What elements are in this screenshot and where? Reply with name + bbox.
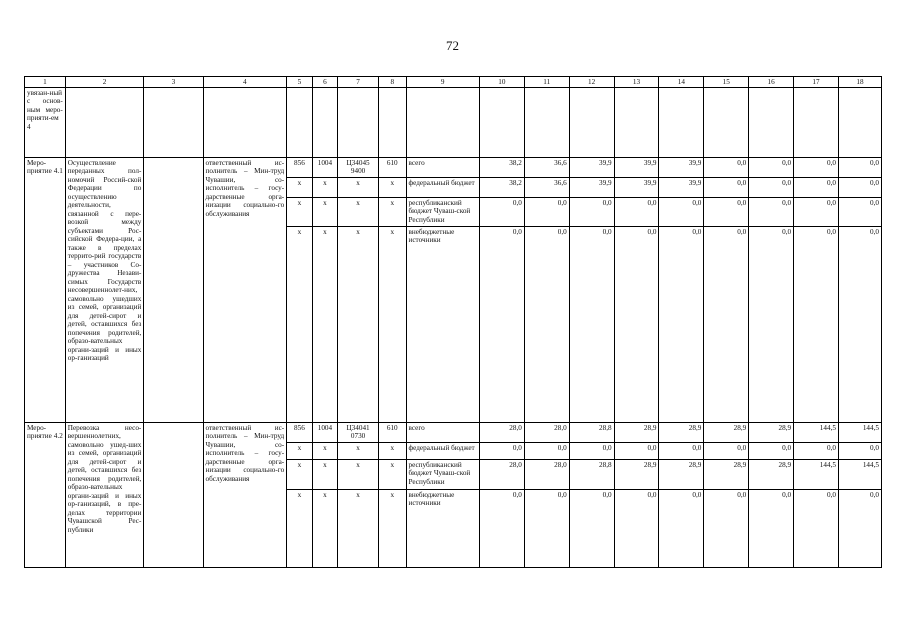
value-cell: 0,0 (704, 226, 749, 422)
value-cell: 28,8 (569, 422, 614, 442)
header-cell: 8 (378, 77, 406, 88)
value-cell: 0,0 (794, 177, 839, 197)
value-cell: 0,0 (838, 177, 881, 197)
code-cell: 1004 (312, 158, 338, 178)
value-cell: 144,5 (838, 422, 881, 442)
code-cell: 856 (287, 158, 313, 178)
code-cell: x (312, 442, 338, 459)
header-cell: 14 (659, 77, 704, 88)
funding-source: всего (406, 422, 479, 442)
value-cell: 0,0 (614, 197, 659, 226)
value-cell: 39,9 (614, 158, 659, 178)
code-cell: x (338, 459, 379, 489)
code-cell: x (312, 177, 338, 197)
value-cell: 0,0 (659, 442, 704, 459)
code-cell: x (338, 226, 379, 422)
value-cell: 28,0 (524, 422, 569, 442)
header-cell: 12 (569, 77, 614, 88)
code-cell: Ц34041 0730 (338, 422, 379, 442)
value-cell: 28,9 (614, 459, 659, 489)
header-cell: 9 (406, 77, 479, 88)
value-cell: 28,9 (749, 459, 794, 489)
value-cell: 0,0 (614, 489, 659, 567)
value-cell: 144,5 (794, 459, 839, 489)
header-cell: 7 (338, 77, 379, 88)
code-cell: x (287, 197, 313, 226)
code-cell: x (378, 442, 406, 459)
code-cell: x (312, 489, 338, 567)
value-cell: 0,0 (704, 489, 749, 567)
measure-col3 (144, 422, 203, 567)
code-cell: 1004 (312, 422, 338, 442)
value-cell: 0,0 (569, 442, 614, 459)
value-cell: 0,0 (479, 197, 524, 226)
value-cell: 0,0 (838, 442, 881, 459)
funding-source: внебюджетные источники (406, 489, 479, 567)
value-cell: 38,2 (479, 158, 524, 178)
responsible-executor: ответственный ис-полнитель – Мин-труд Чувашии, со-исполнитель – госу-дарственные орга-низации социально-го обслуживания (203, 422, 287, 567)
code-cell: 856 (287, 422, 313, 442)
value-cell: 0,0 (838, 489, 881, 567)
value-cell: 144,5 (794, 422, 839, 442)
header-row (25, 77, 882, 88)
measure-label: Меро-приятие 4.2 (25, 422, 66, 567)
funding-source: всего (406, 158, 479, 178)
code-cell: x (378, 226, 406, 422)
code-cell: 610 (378, 158, 406, 178)
value-cell: 0,0 (479, 489, 524, 567)
value-cell: 0,0 (659, 197, 704, 226)
table-row (25, 422, 882, 442)
funding-source: федеральный бюджет (406, 177, 479, 197)
code-cell: x (338, 442, 379, 459)
value-cell: 0,0 (704, 197, 749, 226)
value-cell: 0,0 (749, 489, 794, 567)
value-cell: 39,9 (569, 177, 614, 197)
responsible-executor: ответственный ис-полнитель – Мин-труд Чувашии, со-исполнитель – госу-дарственные орга-низации социально-го обслуживания (203, 158, 287, 423)
code-cell: x (287, 442, 313, 459)
value-cell: 28,8 (569, 459, 614, 489)
code-cell: x (312, 197, 338, 226)
value-cell: 0,0 (749, 177, 794, 197)
value-cell: 0,0 (704, 442, 749, 459)
header-cell: 13 (614, 77, 659, 88)
code-cell: x (312, 226, 338, 422)
funding-source: республиканский бюджет Чуваш-ской Республики (406, 197, 479, 226)
value-cell: 39,9 (659, 177, 704, 197)
code-cell: x (287, 489, 313, 567)
value-cell: 0,0 (524, 442, 569, 459)
value-cell: 0,0 (569, 489, 614, 567)
header-cell: 17 (794, 77, 839, 88)
value-cell: 0,0 (794, 442, 839, 459)
value-cell: 0,0 (614, 226, 659, 422)
code-cell: x (338, 177, 379, 197)
value-cell: 28,9 (704, 459, 749, 489)
code-cell: x (338, 197, 379, 226)
value-cell: 0,0 (794, 226, 839, 422)
value-cell: 0,0 (794, 489, 839, 567)
measure-col3 (144, 158, 203, 423)
continuation-label: увязан-ный с основ-ным меро-прияти-ем 4 (25, 88, 66, 158)
header-cell: 11 (524, 77, 569, 88)
header-cell: 6 (312, 77, 338, 88)
value-cell: 0,0 (749, 197, 794, 226)
value-cell: 0,0 (838, 197, 881, 226)
table-row (25, 158, 882, 178)
value-cell: 0,0 (524, 197, 569, 226)
value-cell: 28,0 (524, 459, 569, 489)
value-cell: 0,0 (569, 197, 614, 226)
value-cell: 0,0 (838, 158, 881, 178)
value-cell: 0,0 (524, 226, 569, 422)
code-cell: x (312, 459, 338, 489)
header-cell: 5 (287, 77, 313, 88)
header-cell: 3 (144, 77, 203, 88)
value-cell: 0,0 (749, 442, 794, 459)
header-cell: 16 (749, 77, 794, 88)
value-cell: 0,0 (749, 226, 794, 422)
value-cell: 36,6 (524, 177, 569, 197)
code-cell: x (287, 226, 313, 422)
value-cell: 28,9 (749, 422, 794, 442)
value-cell: 0,0 (614, 442, 659, 459)
funding-source: федеральный бюджет (406, 442, 479, 459)
measure-label: Меро-приятие 4.1 (25, 158, 66, 423)
code-cell: x (378, 489, 406, 567)
value-cell: 0,0 (479, 226, 524, 422)
value-cell: 0,0 (569, 226, 614, 422)
measure-description: Осуществление переданных пол-номочий Россий-ской Федерации по осуществлению деятельности, связанной с пере-возкой между субъектами Рос-сийской Федера-ции, а также в пределах террито-рий государств – участников Со-дружества Незави-симых Государств несовершеннолет-них, самовольно ушедших из семей, организаций для детей-сирот и детей, оставшихся без попечения родителей, образо-вательных органи-заций и иных ор-ганизаций (65, 158, 144, 423)
value-cell: 28,0 (479, 459, 524, 489)
measure-description: Перевозка несо-вершеннолетних, самовольно ушед-ших из семей, организаций для детей-сирот и детей, оставшихся без попечения родителей, образо-вательных органи-заций и иных ор-ганизаций, в пре-делах территории Чувашской Рес-публики (65, 422, 144, 567)
value-cell: 0,0 (479, 442, 524, 459)
value-cell: 38,2 (479, 177, 524, 197)
value-cell: 28,9 (704, 422, 749, 442)
funding-source: внебюджетные источники (406, 226, 479, 422)
value-cell: 0,0 (794, 197, 839, 226)
value-cell: 0,0 (704, 177, 749, 197)
code-cell: Ц34045 9400 (338, 158, 379, 178)
value-cell: 144,5 (838, 459, 881, 489)
funding-source: республиканский бюджет Чуваш-ской Республики (406, 459, 479, 489)
value-cell: 28,0 (479, 422, 524, 442)
code-cell: x (378, 197, 406, 226)
value-cell: 0,0 (704, 158, 749, 178)
code-cell: x (287, 459, 313, 489)
value-cell: 28,9 (614, 422, 659, 442)
code-cell: x (378, 177, 406, 197)
value-cell: 28,9 (659, 459, 704, 489)
value-cell: 0,0 (838, 226, 881, 422)
value-cell: 39,9 (614, 177, 659, 197)
budget-table (24, 76, 882, 568)
code-cell: x (338, 489, 379, 567)
code-cell: 610 (378, 422, 406, 442)
value-cell: 0,0 (659, 489, 704, 567)
value-cell: 39,9 (569, 158, 614, 178)
header-cell: 18 (838, 77, 881, 88)
value-cell: 0,0 (794, 158, 839, 178)
page-number: 72 (446, 38, 459, 53)
value-cell: 0,0 (659, 226, 704, 422)
code-cell: x (378, 459, 406, 489)
value-cell: 28,9 (659, 422, 704, 442)
header-cell: 4 (203, 77, 287, 88)
value-cell: 0,0 (749, 158, 794, 178)
header-cell: 15 (704, 77, 749, 88)
value-cell: 36,6 (524, 158, 569, 178)
continuation-row (25, 88, 882, 158)
value-cell: 39,9 (659, 158, 704, 178)
header-cell: 1 (25, 77, 66, 88)
header-cell: 2 (65, 77, 144, 88)
code-cell: x (287, 177, 313, 197)
value-cell: 0,0 (524, 489, 569, 567)
header-cell: 10 (479, 77, 524, 88)
